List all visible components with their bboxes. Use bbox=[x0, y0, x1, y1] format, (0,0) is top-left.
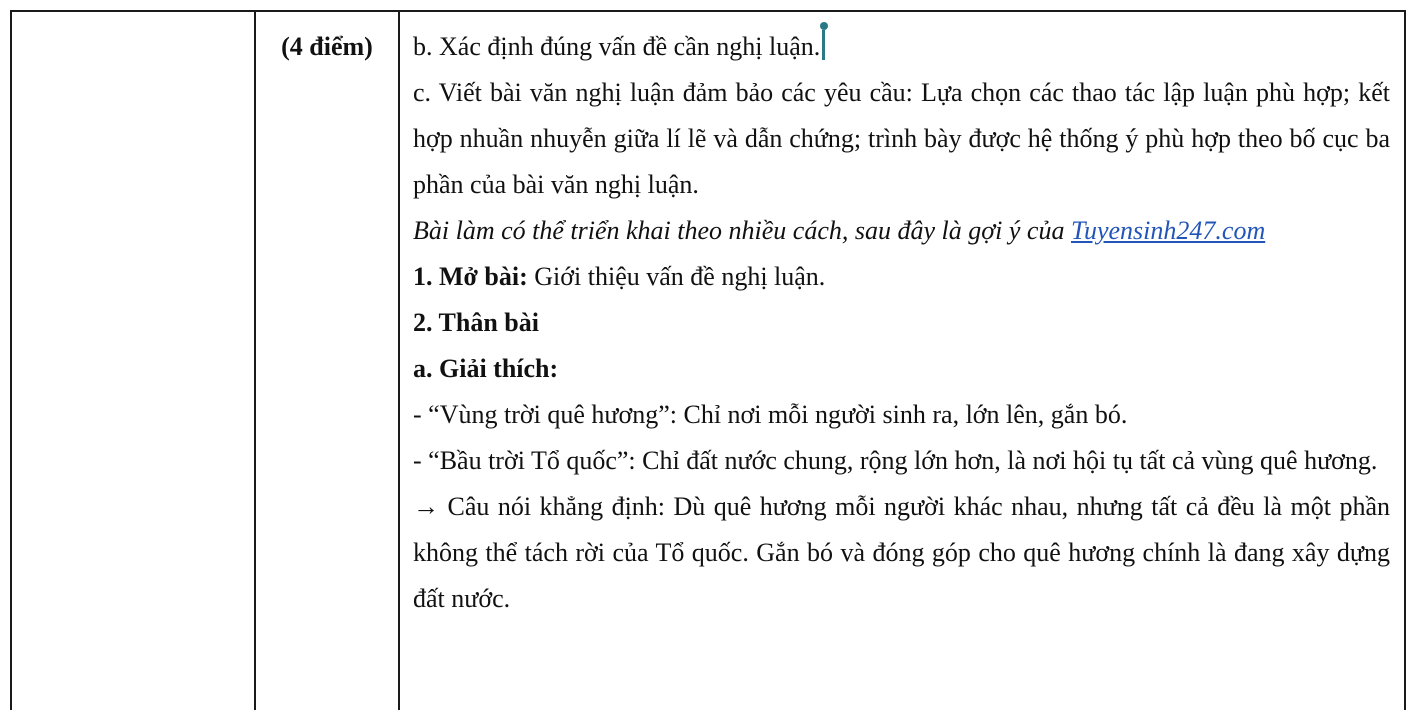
text-cursor-icon bbox=[822, 30, 825, 60]
suggestion-note bbox=[413, 208, 1390, 254]
intro-section bbox=[413, 254, 1390, 300]
source-link[interactable]: Tuyensinh247.com bbox=[1070, 216, 1266, 245]
list-item: - “Vùng trời quê hương”: Chỉ nơi mỗi người sinh ra, lớn lên, gắn bó. bbox=[413, 400, 1128, 429]
score-cell bbox=[255, 11, 399, 710]
intro-text: Giới thiệu vấn đề nghị luận. bbox=[527, 262, 826, 291]
score-label: (4 điểm) bbox=[281, 32, 373, 61]
explanation-heading: a. Giải thích: bbox=[413, 354, 559, 383]
content-cell[interactable] bbox=[399, 11, 1405, 710]
body-heading: 2. Thân bài bbox=[413, 308, 539, 337]
requirement-c: c. Viết bài văn nghị luận đảm bảo các yêu cầu: Lựa chọn các thao tác lập luận phù hợp; kết hợp nhuần nhuyễn giữa lí lẽ và dẫn chứng; trình bày được hệ thống ý phù hợp theo bố cục ba phần của bài văn nghị luận. bbox=[413, 78, 1390, 199]
suggestion-text: Bài làm có thể triển khai theo nhiều cách, sau đây là gợi ý của bbox=[413, 216, 1065, 245]
answer-table bbox=[10, 10, 1406, 710]
conclusion-text: → Câu nói khẳng định: Dù quê hương mỗi người khác nhau, nhưng tất cả đều là một phần không thể tách rời của Tổ quốc. Gắn bó và đóng góp cho quê hương chính là đang xây dựng đất nước. bbox=[413, 492, 1390, 613]
list-item: - “Bầu trời Tổ quốc”: Chỉ đất nước chung, rộng lớn hơn, là nơi hội tụ tất cả vùng quê hương. bbox=[413, 446, 1378, 475]
intro-label: 1. Mở bài: bbox=[413, 262, 528, 291]
question-cell bbox=[11, 11, 255, 710]
table-row bbox=[11, 11, 1405, 710]
requirement-b: b. Xác định đúng vấn đề cần nghị luận. bbox=[413, 24, 1390, 70]
answer-content[interactable] bbox=[400, 12, 1404, 622]
